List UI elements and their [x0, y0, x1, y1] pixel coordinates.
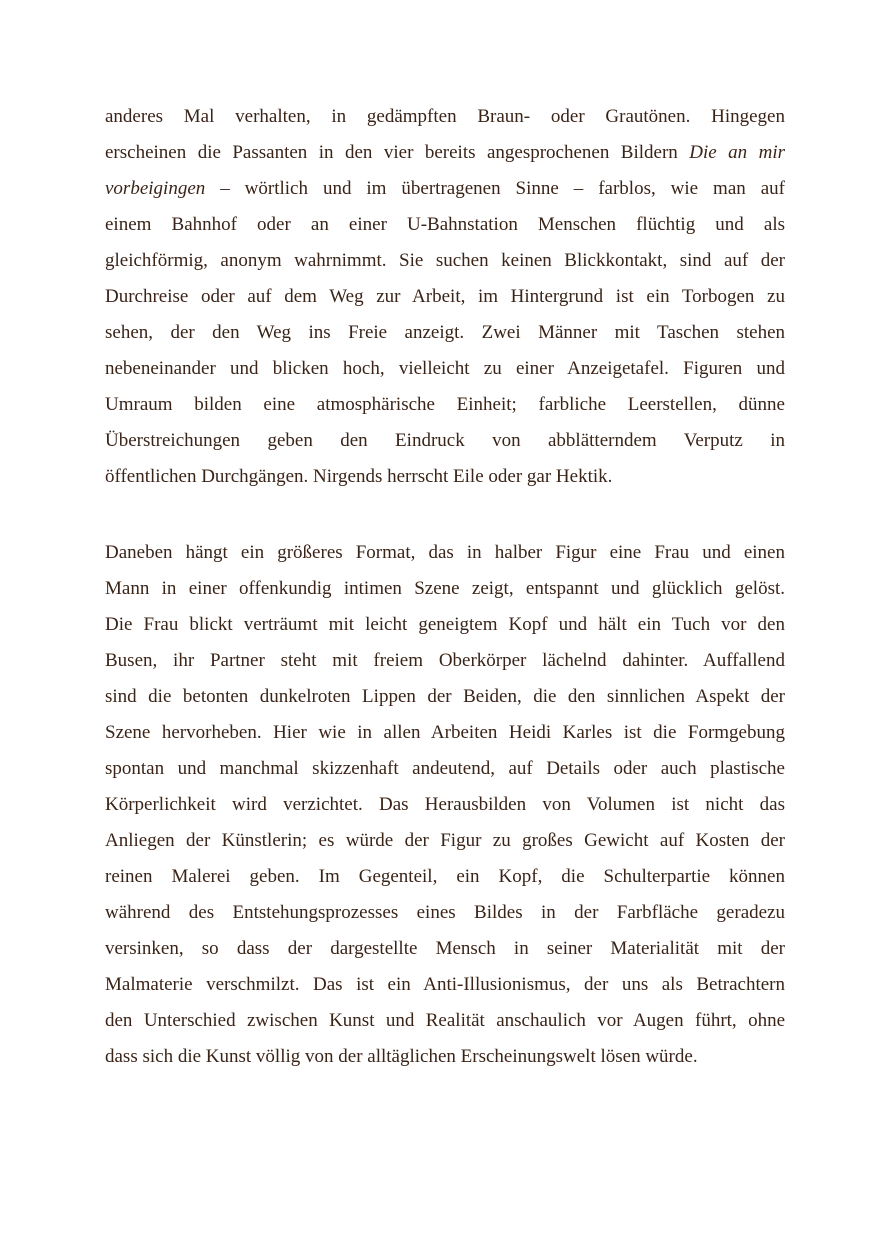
text-line — [105, 243, 785, 279]
text-line — [105, 931, 785, 967]
text-line — [105, 1039, 785, 1075]
text-run: einem Bahnhof oder an einer U-Bahnstation Menschen flüchtig und als — [105, 214, 785, 235]
text-line — [105, 823, 785, 859]
text-line — [105, 787, 785, 823]
text-line — [105, 643, 785, 679]
text-run: spontan und manchmal skizzenhaft andeutend, auf Details oder auch plastische — [105, 758, 785, 779]
text-run: anderes Mal verhalten, in gedämpften Braun- oder Grautönen. Hingegen — [105, 106, 785, 127]
text-run: Körperlichkeit wird verzichtet. Das Herausbilden von Volumen ist nicht das — [105, 794, 785, 815]
italic-title: Die an mir — [689, 142, 786, 163]
text-run: Durchreise oder auf dem Weg zur Arbeit, im Hintergrund ist ein Torbogen zu — [105, 286, 785, 307]
text-line — [105, 859, 785, 895]
text-run: Busen, ihr Partner steht mit freiem Oberkörper lächelnd dahinter. Auffallend — [105, 650, 785, 671]
text-line — [105, 135, 785, 171]
text-line — [105, 895, 785, 931]
text-run: versinken, so dass der dargestellte Mensch in seiner Materialität mit der — [105, 938, 785, 959]
text-line — [105, 607, 785, 643]
italic-title: vorbeigingen — [105, 178, 206, 199]
text-run: Die Frau blickt verträumt mit leicht geneigtem Kopf und hält ein Tuch vor den — [105, 614, 785, 635]
text-run: öffentlichen Durchgängen. Nirgends herrscht Eile oder gar Hektik. — [105, 466, 613, 487]
text-run: erscheinen die Passanten in den vier bereits angesprochenen Bildern — [105, 142, 690, 163]
text-line — [105, 715, 785, 751]
text-line — [105, 171, 785, 207]
text-run: reinen Malerei geben. Im Gegenteil, ein Kopf, die Schulterpartie können — [105, 866, 785, 887]
text-line — [105, 351, 785, 387]
text-line — [105, 571, 785, 607]
text-run: Daneben hängt ein größeres Format, das in halber Figur eine Frau und einen — [105, 542, 785, 563]
text-run: den Unterschied zwischen Kunst und Realität anschaulich vor Augen führt, ohne — [105, 1010, 785, 1031]
text-line — [105, 459, 785, 495]
text-run: – wörtlich und im übertragenen Sinne – farblos, wie man auf — [205, 178, 785, 199]
text-line — [105, 315, 785, 351]
text-run: gleichförmig, anonym wahrnimmt. Sie suchen keinen Blickkontakt, sind auf der — [105, 250, 785, 271]
paragraph-2 — [105, 535, 785, 1075]
text-line — [105, 535, 785, 571]
text-run: sehen, der den Weg ins Freie anzeigt. Zwei Männer mit Taschen stehen — [105, 322, 785, 343]
text-line — [105, 387, 785, 423]
text-line — [105, 1003, 785, 1039]
text-run: Malmaterie verschmilzt. Das ist ein Anti-Illusionismus, der uns als Betrachtern — [105, 974, 785, 995]
text-run: nebeneinander und blicken hoch, vielleicht zu einer Anzeigetafel. Figuren und — [105, 358, 785, 379]
text-run: Mann in einer offenkundig intimen Szene zeigt, entspannt und glücklich gelöst. — [105, 578, 785, 599]
text-line — [105, 679, 785, 715]
text-run: Szene hervorheben. Hier wie in allen Arbeiten Heidi Karles ist die Formgebung — [105, 722, 785, 743]
text-run: Anliegen der Künstlerin; es würde der Figur zu großes Gewicht auf Kosten der — [105, 830, 785, 851]
paragraph-1 — [105, 99, 785, 495]
text-line — [105, 207, 785, 243]
text-run: Überstreichungen geben den Eindruck von abblätterndem Verputz in — [105, 430, 785, 451]
text-run: während des Entstehungsprozesses eines Bildes in der Farbfläche geradezu — [105, 902, 785, 923]
text-line — [105, 751, 785, 787]
text-run: sind die betonten dunkelroten Lippen der Beiden, die den sinnlichen Aspekt der — [105, 686, 785, 707]
text-line — [105, 99, 785, 135]
text-line — [105, 423, 785, 459]
text-line — [105, 967, 785, 1003]
text-line — [105, 279, 785, 315]
text-run: dass sich die Kunst völlig von der alltäglichen Erscheinungswelt lösen würde. — [105, 1046, 698, 1067]
text-run: Umraum bilden eine atmosphärische Einheit; farbliche Leerstellen, dünne — [105, 394, 785, 415]
